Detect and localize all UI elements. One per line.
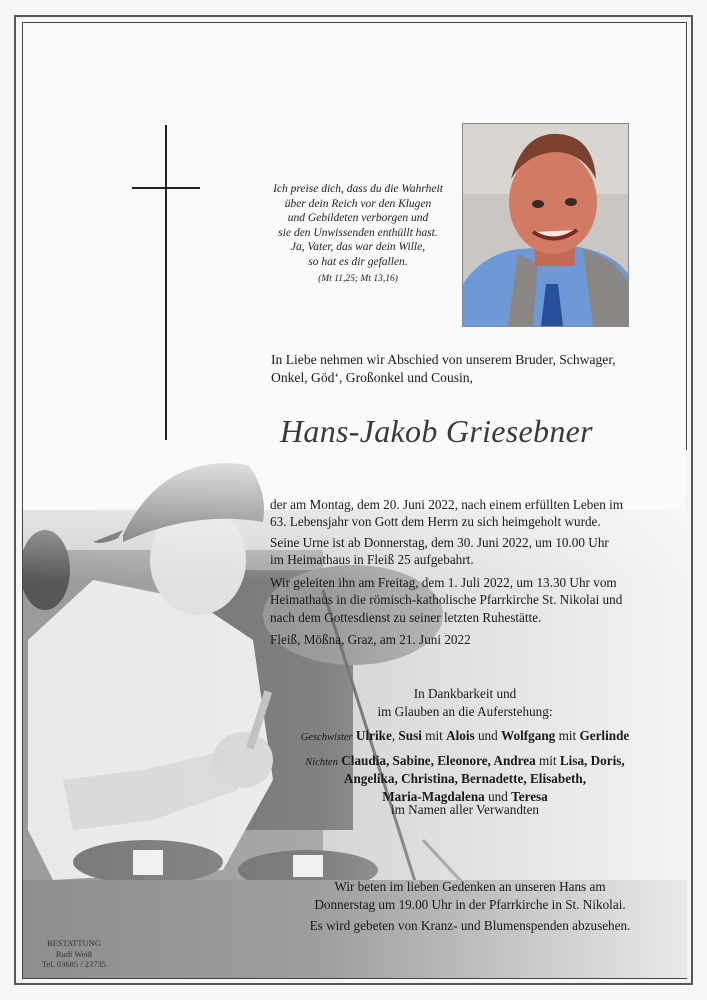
intro-line: In Liebe nehmen wir Abschied von unserem Bruder, Schwager,	[271, 352, 616, 367]
niece-names: Maria-Magdalena	[382, 789, 485, 804]
quote-line: und Gebildeten verborgen und	[287, 212, 429, 225]
thanks-line-2: im Glauben an die Auferstehung:	[377, 704, 553, 719]
text-line: Wir geleiten ihn am Freitag, dem 1. Juli 2022, um 13.30 Uhr vom	[270, 575, 617, 590]
niece-names: Claudia, Sabine, Eleonore, Andrea	[341, 753, 536, 768]
connector: mit	[558, 728, 577, 743]
bible-quote	[268, 182, 448, 286]
nieces-line-1	[280, 752, 650, 772]
niece-names: Lisa, Doris,	[559, 753, 625, 768]
quote-reference: (Mt 11,25; Mt 13,16)	[318, 273, 398, 284]
place-date: Fleiß, Mößna, Graz, am 21. Juni 2022	[270, 632, 471, 647]
quote-line: Ja, Vater, das war dein Wille,	[290, 241, 426, 254]
text-line: nach dem Gottesdienst zu seiner letzten Ruhestätte.	[270, 609, 542, 625]
text-line: der am Montag, dem 20. Juni 2022, nach einem erfüllten Leben im	[270, 497, 624, 512]
sibling-name: Ulrike	[355, 728, 392, 743]
funeral-home-phone: Tel. 03685 / 23735	[41, 959, 107, 969]
text-line: 63. Lebensjahr von Gott dem Herrn zu sich heimgeholt wurde.	[270, 514, 601, 530]
funeral-home-title: BESTATTUNG	[46, 938, 102, 948]
connector: mit	[538, 753, 557, 768]
thanks-line-1: In Dankbarkeit und	[413, 686, 517, 701]
connector: und	[477, 728, 498, 743]
sibling-name: Wolfgang	[501, 728, 556, 743]
text-line: im Heimathaus in Fleiß 25 aufgebahrt.	[270, 552, 474, 568]
quote-line: über dein Reich vor den Klugen	[284, 197, 432, 210]
cross-vertical	[165, 125, 167, 440]
closing-line-3: Es wird gebeten von Kranz- und Blumenspenden abzusehen.	[309, 918, 631, 933]
deceased-name: Hans-Jakob Griesebner	[280, 413, 593, 449]
siblings-line: Geschwister Ulrike, Susi mit Alois und Wolfgang mit Gerlinde	[300, 728, 630, 743]
quote-line: sie den Unwissenden enthüllt hast.	[278, 226, 438, 239]
intro-text	[271, 351, 641, 387]
siblings-label: Geschwister	[300, 732, 353, 743]
sibling-name: Alois	[446, 728, 475, 743]
niece-names: Teresa	[511, 789, 548, 804]
relatives-line: im Namen aller Verwandten	[390, 802, 540, 817]
sibling-name: Gerlinde	[579, 728, 630, 743]
quote-line: so hat es dir gefallen.	[308, 255, 408, 268]
funeral-home-info	[34, 938, 114, 970]
text-line: Seine Urne ist ab Donnerstag, dem 30. Juni 2022, um 10.00 Uhr	[270, 535, 609, 550]
portrait-photo	[462, 123, 629, 327]
nieces-line-2: Angelika, Christina, Bernadette, Elisabeth,	[343, 771, 587, 786]
connector: und	[488, 789, 508, 804]
cross-horizontal	[132, 187, 200, 189]
closing-line-2: Donnerstag um 19.00 Uhr in der Pfarrkirche in St. Nikolai.	[314, 897, 626, 912]
urn-paragraph	[270, 534, 645, 569]
quote-line: Ich preise dich, dass du die Wahrheit	[273, 183, 443, 195]
death-paragraph	[270, 496, 645, 531]
funeral-paragraph	[270, 574, 645, 626]
intro-line: Onkel, Göd‘, Großonkel und Cousin,	[271, 370, 474, 385]
connector: mit	[425, 728, 443, 743]
sibling-name: Susi	[398, 728, 422, 743]
text-line: Heimathaus in die römisch-katholische Pfarrkirche St. Nikolai und	[270, 592, 623, 608]
funeral-home-name: Rudi Weiß	[55, 948, 93, 959]
nieces-label: Nichten	[305, 757, 338, 768]
closing-line-1: Wir beten im lieben Gedenken an unseren Hans am	[334, 879, 606, 894]
